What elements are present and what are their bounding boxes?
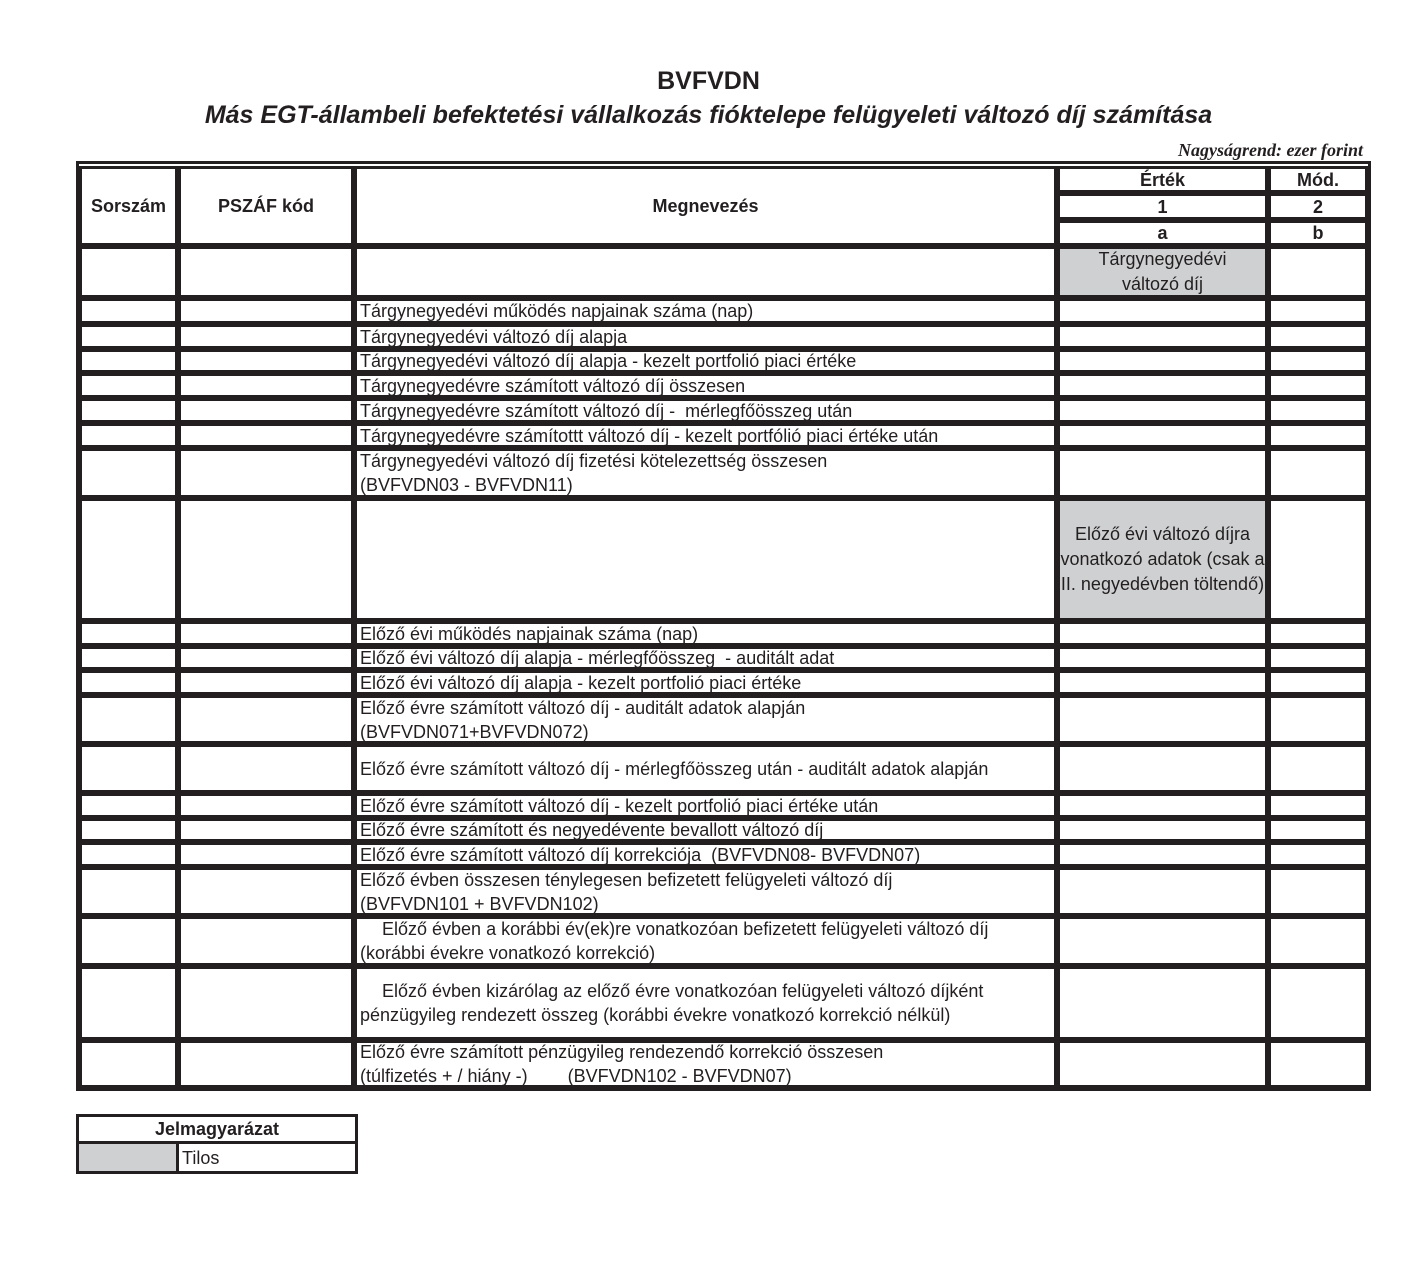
row-description-line: Előző évre számított és negyedévente bevallott változó díj [360,820,824,840]
row-description [354,670,1057,695]
row-description [354,695,1057,744]
row-number [79,324,178,349]
mod-input-cell [1268,423,1368,448]
section-empty-cell [79,498,178,621]
row-description-line: Tárgynegyedévre számított változó díj összesen [360,375,746,396]
row-code [178,818,354,842]
row-description-line: Tárgynegyedévre számított változó díj - mérlegfőösszeg után [360,400,853,421]
row-number [79,867,178,916]
row-code [178,695,354,744]
row-description [354,646,1057,670]
row-description-line: Előző évre számított változó díj - mérlegfőösszeg után - auditált adatok alapján [360,758,989,779]
mod-input-cell [1268,324,1368,349]
row-description-line: Előző évi változó díj alapja - mérlegfőösszeg - auditált adat [360,648,835,668]
col-header-mod-letter: b [1268,220,1368,246]
row-description-line: Előző évre számított változó díj - auditált adatok alapján [360,697,806,718]
legend-swatch [79,1144,179,1171]
row-number [79,744,178,793]
col-header-mod-number: 2 [1268,193,1368,220]
value-input-cell [1057,298,1268,324]
row-code [178,298,354,324]
section-label-cell [1057,498,1268,621]
row-code [178,916,354,966]
row-description-line: (BVFVDN03 - BVFVDN11) [360,475,573,495]
row-number [79,423,178,448]
row-description-line: Tárgynegyedévi változó díj fizetési kötelezettség összesen [360,451,828,471]
mod-input-cell [1268,349,1368,373]
row-description-line: (túlfizetés + / hiány -) (BVFVDN102 - BVFVDN07) [360,1066,792,1086]
section-empty-cell [178,246,354,298]
row-code [178,423,354,448]
row-code [178,670,354,695]
row-number [79,670,178,695]
row-description [354,298,1057,324]
value-input-cell [1057,621,1268,646]
col-header-pszaf-kod: PSZÁF kód [178,166,354,246]
row-code [178,373,354,398]
row-number [79,621,178,646]
row-code [178,398,354,423]
row-code [178,324,354,349]
section-empty-cell [79,246,178,298]
row-description-line: Előző évben kizárólag az előző évre vonatkozóan felügyeleti változó díjként [382,981,984,1001]
row-description-line: Előző évre számított pénzügyileg rendezendő korrekció összesen [360,1042,884,1062]
value-input-cell [1057,793,1268,818]
row-description [354,916,1057,966]
value-input-cell [1057,867,1268,916]
value-input-cell [1057,398,1268,423]
row-number [79,695,178,744]
row-description [354,966,1057,1040]
value-input-cell [1057,842,1268,867]
section-label: Tárgynegyedévi változó díj [1098,249,1227,294]
value-input-cell [1057,373,1268,398]
mod-input-cell [1268,670,1368,695]
form-code: BVFVDN [657,67,760,95]
row-description-line: (BVFVDN071+BVFVDN072) [360,721,589,742]
mod-input-cell [1268,867,1368,916]
row-code [178,1040,354,1088]
section-empty-cell [178,498,354,621]
col-header-sorszam: Sorszám [79,166,178,246]
value-input-cell [1057,324,1268,349]
mod-input-cell [1268,793,1368,818]
row-description-line: Előző évi változó díj alapja - kezelt portfolió piaci értéke [360,672,802,693]
value-input-cell [1057,695,1268,744]
col-header-ertek: Érték [1057,166,1268,193]
row-description-line: (korábbi évekre vonatkozó korrekció) [360,943,656,963]
value-input-cell [1057,423,1268,448]
col-header-megnevezes: Megnevezés [354,166,1057,246]
row-description [354,349,1057,373]
row-code [178,621,354,646]
section-label-cell [1057,246,1268,298]
row-description-line: Tárgynegyedévi változó díj alapja [360,326,628,347]
row-description [354,324,1057,349]
legend-item-label: Tilos [179,1144,355,1171]
value-input-cell [1057,670,1268,695]
mod-input-cell [1268,1040,1368,1088]
row-description-line: Tárgynegyedévi változó díj alapja - kezelt portfolió piaci értéke [360,351,857,371]
col-header-ertek-letter: a [1057,220,1268,246]
row-number [79,966,178,1040]
mod-input-cell [1268,298,1368,324]
row-description [354,867,1057,916]
row-code [178,349,354,373]
row-description [354,621,1057,646]
row-number [79,398,178,423]
row-code [178,744,354,793]
row-number [79,916,178,966]
section-empty-cell [1268,246,1368,298]
row-description-line: Tárgynegyedévi működés napjainak száma (nap) [360,301,754,321]
value-input-cell [1057,646,1268,670]
row-description-line: Előző évi működés napjainak száma (nap) [360,623,699,644]
row-description [354,818,1057,842]
value-input-cell [1057,448,1268,498]
section-empty-cell [1268,498,1368,621]
row-description [354,744,1057,793]
row-code [178,966,354,1040]
value-input-cell [1057,966,1268,1040]
legend-title: Jelmagyarázat [79,1117,355,1144]
row-code [178,867,354,916]
col-header-mod: Mód. [1268,166,1368,193]
mod-input-cell [1268,646,1368,670]
unit-label: Nagyságrend: ezer forint [1178,140,1363,160]
mod-input-cell [1268,448,1368,498]
row-description [354,793,1057,818]
value-input-cell [1057,818,1268,842]
row-description [354,398,1057,423]
mod-input-cell [1268,695,1368,744]
value-input-cell [1057,916,1268,966]
row-description-line: Előző évre számított változó díj korrekciója (BVFVDN08- BVFVDN07) [360,844,921,865]
row-description [354,842,1057,867]
row-description-line: Előző évben a korábbi év(ek)re vonatkozóan befizetett felügyeleti változó díj [382,919,989,939]
mod-input-cell [1268,818,1368,842]
row-description [354,1040,1057,1088]
row-description [354,373,1057,398]
section-empty-cell [354,498,1057,621]
mod-input-cell [1268,398,1368,423]
row-description-line: (BVFVDN101 + BVFVDN102) [360,893,599,914]
row-number [79,818,178,842]
row-number [79,373,178,398]
row-code [178,793,354,818]
value-input-cell [1057,349,1268,373]
row-code [178,448,354,498]
row-description [354,448,1057,498]
row-number [79,646,178,670]
value-input-cell [1057,1040,1268,1088]
row-description-line: Előző évre számított változó díj - kezelt portfolió piaci értéke után [360,795,879,816]
row-number [79,448,178,498]
mod-input-cell [1268,842,1368,867]
row-description-line: Tárgynegyedévre számítottt változó díj - kezelt portfólió piaci értéke után [360,425,939,446]
row-description-line: pénzügyileg rendezett összeg (korábbi évekre vonatkozó korrekció nélkül) [360,1005,951,1025]
row-number [79,1040,178,1088]
mod-input-cell [1268,373,1368,398]
row-number [79,793,178,818]
row-code [178,646,354,670]
form-title: Más EGT-állambeli befektetési vállalkozás fióktelepe felügyeleti változó díj számítása [204,101,1213,129]
mod-input-cell [1268,916,1368,966]
row-number [79,349,178,373]
row-number [79,298,178,324]
mod-input-cell [1268,621,1368,646]
row-description-line: Előző évben összesen ténylegesen befizetett felügyeleti változó díj [360,869,893,890]
mod-input-cell [1268,744,1368,793]
mod-input-cell [1268,966,1368,1040]
row-code [178,842,354,867]
row-description [354,423,1057,448]
section-empty-cell [354,246,1057,298]
section-label: Előző évi változó díjra vonatkozó adatok (csak a II. negyedévben töltendő) [1060,524,1265,594]
row-number [79,842,178,867]
col-header-ertek-number: 1 [1057,193,1268,220]
value-input-cell [1057,744,1268,793]
